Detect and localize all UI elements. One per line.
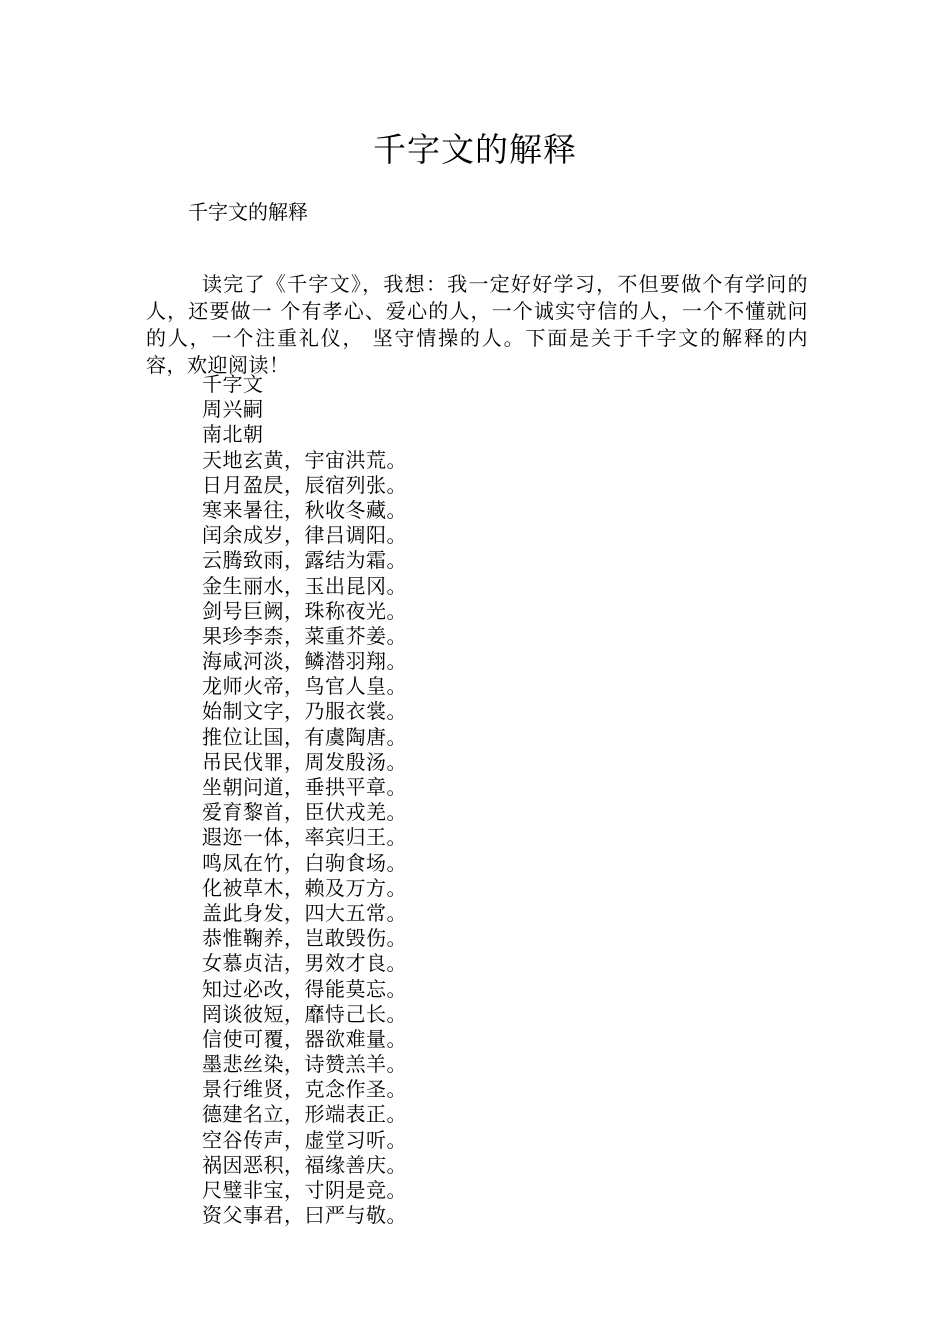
poem-line: 日月盈昃，辰宿列张。 <box>202 472 407 497</box>
poem-line: 知过必改，得能莫忘。 <box>202 976 407 1001</box>
document-title: 千字文的解释 <box>373 130 577 169</box>
poem-line: 资父事君，曰严与敬。 <box>202 1203 407 1228</box>
poem-line: 龙师火帝，鸟官人皇。 <box>202 674 407 699</box>
poem-line: 果珍李柰，菜重芥姜。 <box>202 623 407 648</box>
poem-line: 吊民伐罪，周发殷汤。 <box>202 749 407 774</box>
poem-line: 坐朝问道，垂拱平章。 <box>202 775 407 799</box>
intro-paragraph: 读完了《千字文》，我想：我一定好好学习，不但要做个有学问的人，还要做一 个有孝心、爱心的人，一个诚实守信的人，一个不懂就问的人，一个注重礼仪， 坚守情操的人。下面是关于千字文的解释的内容，欢迎阅读！ <box>146 272 808 377</box>
poem-line: 推位让国，有虞陶唐。 <box>202 724 407 749</box>
poem-line: 化被草木，赖及万方。 <box>202 875 407 900</box>
poem-line: 金生丽水，玉出昆冈。 <box>202 573 407 598</box>
poem-line: 德建名立，形端表正。 <box>202 1102 407 1127</box>
poem-line: 周兴嗣 <box>202 397 264 422</box>
poem-line: 天地玄黄，宇宙洪荒。 <box>202 447 407 472</box>
poem-line: 爱育黎首，臣伏戎羌。 <box>202 800 407 825</box>
poem-line: 墨悲丝染，诗赞羔羊。 <box>202 1052 407 1077</box>
poem-line: 鸣凤在竹，白驹食场。 <box>202 850 407 875</box>
poem-line: 恭惟鞠养，岂敢毁伤。 <box>202 926 407 951</box>
poem-line: 罔谈彼短，靡恃己长。 <box>202 1001 407 1026</box>
poem-line: 寒来暑往，秋收冬藏。 <box>202 497 407 522</box>
poem-line: 空谷传声，虚堂习听。 <box>202 1127 407 1152</box>
poem-line: 景行维贤，克念作圣。 <box>202 1077 407 1102</box>
poem-line: 遐迩一体，率宾归王。 <box>202 825 407 850</box>
poem-line: 始制文字，乃服衣裳。 <box>202 699 407 724</box>
poem-line: 尺璧非宝，寸阴是竞。 <box>202 1178 407 1202</box>
poem-line: 云腾致雨，露结为霜。 <box>202 548 407 573</box>
poem-text <box>202 372 407 1228</box>
poem-line: 南北朝 <box>202 422 264 447</box>
poem-line: 闰余成岁，律吕调阳。 <box>202 523 407 548</box>
poem-line: 盖此身发，四大五常。 <box>202 900 407 925</box>
poem-line: 海咸河淡，鳞潜羽翔。 <box>202 649 407 674</box>
poem-line: 剑号巨阙，珠称夜光。 <box>202 598 407 623</box>
poem-line: 千字文 <box>202 372 264 396</box>
document-subtitle: 千字文的解释 <box>188 200 308 224</box>
poem-line: 祸因恶积，福缘善庆。 <box>202 1152 407 1177</box>
poem-line: 信使可覆，器欲难量。 <box>202 1026 407 1051</box>
poem-line: 女慕贞洁，男效才良。 <box>202 951 407 976</box>
